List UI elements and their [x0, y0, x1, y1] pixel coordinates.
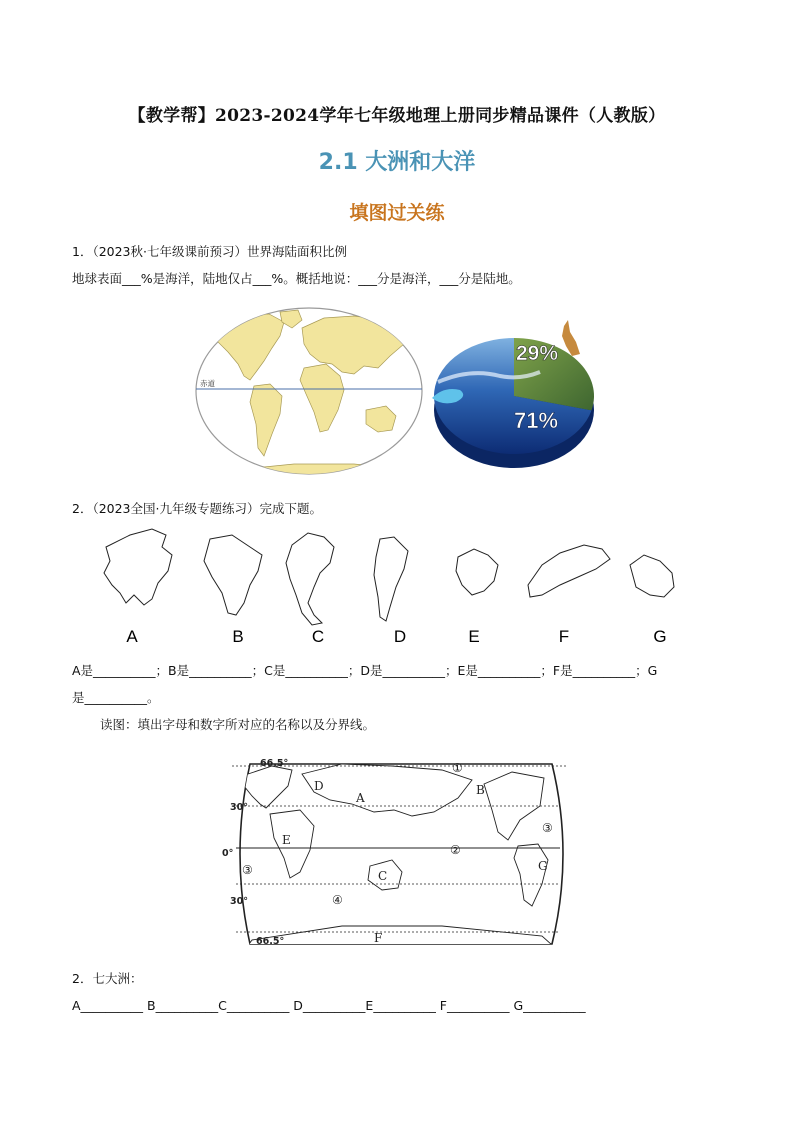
continent-e-outline [456, 549, 498, 595]
continent-letter-a: A [126, 627, 138, 646]
section-title: 2.1 大洲和大洋 [318, 150, 476, 175]
continent-letter-b: B [232, 627, 244, 646]
world-map-q1 [194, 306, 424, 476]
continent-d-outline [374, 537, 408, 621]
map-ocean-4: ④ [332, 893, 343, 907]
continent-letter-d: D [393, 627, 407, 646]
map-label-g: G [538, 859, 548, 873]
continent-b-outline [204, 535, 262, 615]
continent-letter-e: E [468, 627, 480, 646]
pie-land-label: 29% [516, 342, 559, 365]
map-ocean-3: ③ [242, 863, 253, 877]
map-label-c: C [378, 869, 388, 883]
map-label-f: F [374, 931, 383, 945]
continent-letter-f: F [558, 627, 570, 646]
continent-letter-c: C [311, 627, 325, 646]
q2-fill-line1: A是__________；B是__________；C是__________；D是__________；E是__________；F是__________；G [72, 663, 658, 678]
pie-ocean-label: 71% [514, 408, 559, 433]
q1-prompt: 地球表面___%是海洋，陆地仅占___%。概括地说：___分是海洋，___分是陆地。 [72, 271, 521, 286]
document-header: 【教学帮】2023-2024学年七年级地理上册同步精品课件（人教版） [128, 106, 666, 126]
lat-label-north-polar: 66.5° [260, 758, 289, 769]
continent-a-outline [104, 529, 172, 605]
lat-label-north-tropic: 30° [230, 802, 248, 813]
continent-c-outline [286, 533, 334, 625]
q3-title: 2．七大洲： [72, 971, 143, 986]
q2-fill-line2: 是__________。 [72, 690, 160, 705]
kangaroo-icon [562, 320, 580, 356]
map-label-a: A [356, 791, 365, 805]
lat-label-south-polar: 66.5° [256, 936, 285, 947]
map-ocean-1: ① [452, 761, 463, 775]
q1-source: 1．（2023秋·七年级课前预习）世界海陆面积比例 [72, 244, 347, 259]
exercise-title: 填图过关练 [349, 202, 445, 224]
map-label-d: D [314, 779, 324, 793]
q2-instruction: 读图：填出字母和数字所对应的名称以及分界线。 [100, 717, 376, 732]
map-label-b: B [476, 783, 485, 797]
continent-f-outline [528, 545, 610, 597]
map-ocean-3-east: ③ [542, 821, 553, 835]
q2-source: 2．（2023全国·九年级专题练习）完成下题。 [72, 501, 322, 516]
labeled-world-map [222, 754, 574, 954]
continent-g-outline [630, 555, 674, 597]
q3-fill: A__________ B__________C__________ D__________E__________ F__________ G__________ [72, 998, 586, 1013]
lat-label-south-tropic: 30° [230, 896, 248, 907]
continent-outlines [90, 525, 710, 650]
equator-label: 赤道 [200, 379, 215, 388]
continent-letter-g: G [653, 627, 667, 646]
land-ocean-pie [430, 310, 605, 475]
map-label-e: E [282, 833, 291, 847]
lat-label-equator: 0° [222, 848, 234, 859]
map-ocean-2: ② [450, 843, 461, 857]
